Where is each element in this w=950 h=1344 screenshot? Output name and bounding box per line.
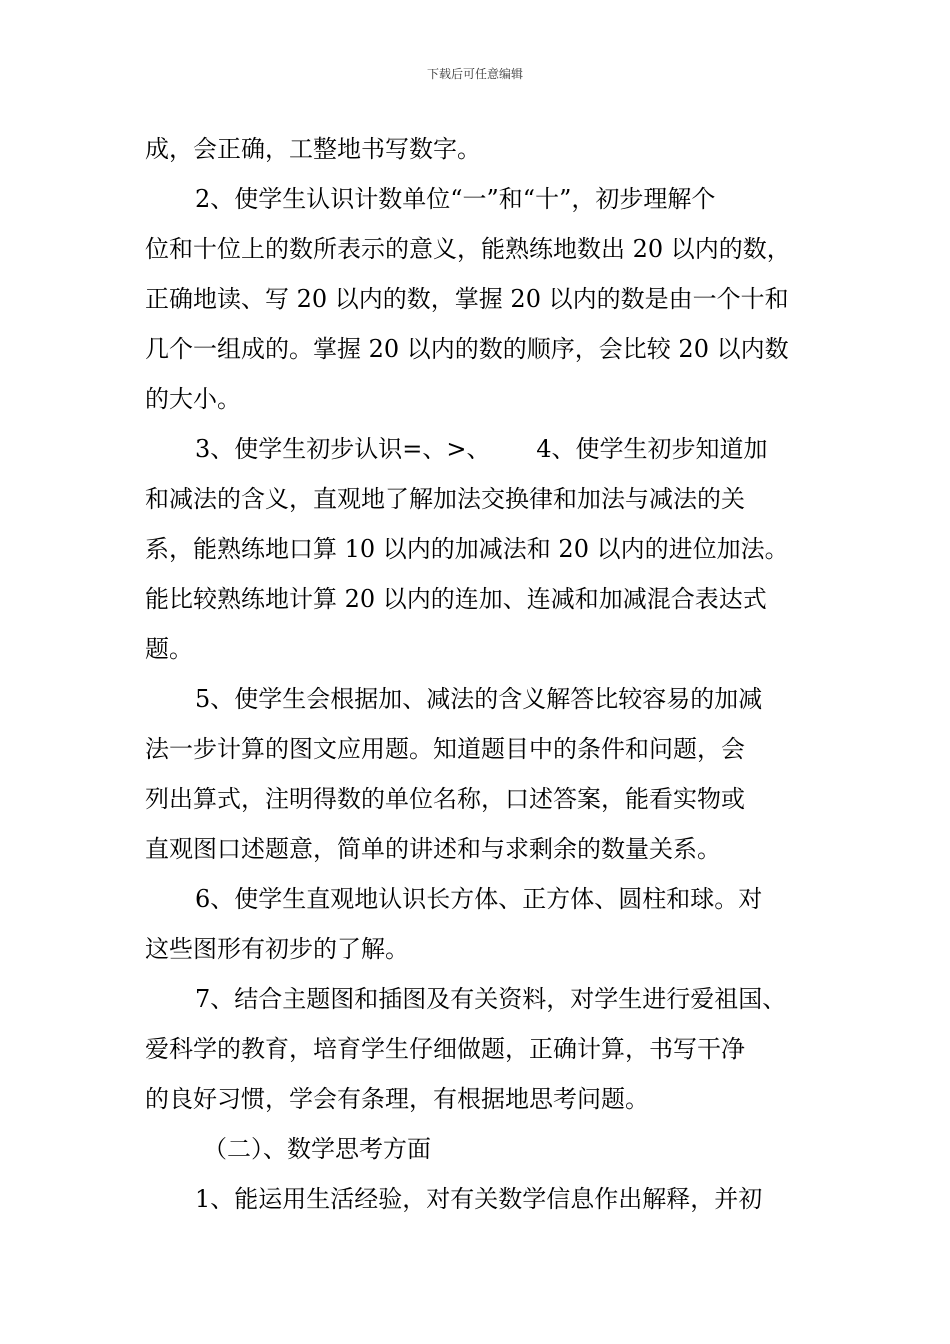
text-line: 7、结合主题图和插图及有关资料，对学生进行爱祖国、 — [195, 985, 787, 1013]
text-line: 的大小。 — [145, 385, 241, 413]
text-line: 列出算式，注明得数的单位名称，口述答案，能看实物或 — [145, 785, 745, 813]
text-line: 3、使学生初步认识=、>、 4、使学生初步知道加 — [195, 435, 768, 463]
document-body — [145, 124, 835, 1224]
text-line: 直观图口述题意，简单的讲述和与求剩余的数量关系。 — [145, 835, 721, 863]
text-line: 正确地读、写 20 以内的数，掌握 20 以内的数是由一个十和 — [145, 285, 789, 313]
text-line: 这些图形有初步的了解。 — [145, 935, 409, 963]
text-line: 2、使学生认识计数单位“一”和“十”，初步理解个 — [195, 185, 716, 213]
text-line: 1、能运用生活经验，对有关数学信息作出解释，并初 — [195, 1185, 763, 1213]
text-line: 爱科学的教育，培育学生仔细做题，正确计算，书写干净 — [145, 1035, 745, 1063]
text-line: 几个一组成的。掌握 20 以内的数的顺序，会比较 20 以内数 — [145, 335, 789, 363]
text-line: 题。 — [145, 635, 193, 663]
text-line: 成，会正确，工整地书写数字。 — [145, 135, 481, 163]
text-line: 系，能熟练地口算 10 以内的加减法和 20 以内的进位加法。 — [145, 535, 789, 563]
text-line: 法一步计算的图文应用题。知道题目中的条件和问题，会 — [145, 735, 745, 763]
text-line: 6、使学生直观地认识长方体、正方体、圆柱和球。对 — [195, 885, 763, 913]
text-line: 位和十位上的数所表示的意义，能熟练地数出 20 以内的数， — [145, 235, 791, 263]
text-line: 能比较熟练地计算 20 以内的连加、连减和加减混合表达式 — [145, 585, 767, 613]
text-line: 5、使学生会根据加、减法的含义解答比较容易的加减 — [195, 685, 763, 713]
section-heading: （二）、数学思考方面 — [203, 1135, 431, 1163]
text-line: 和减法的含义，直观地了解加法交换律和加法与减法的关 — [145, 485, 745, 513]
page-header: 下载后可任意编辑 — [426, 67, 523, 81]
text-line: 的良好习惯，学会有条理，有根据地思考问题。 — [145, 1085, 649, 1113]
